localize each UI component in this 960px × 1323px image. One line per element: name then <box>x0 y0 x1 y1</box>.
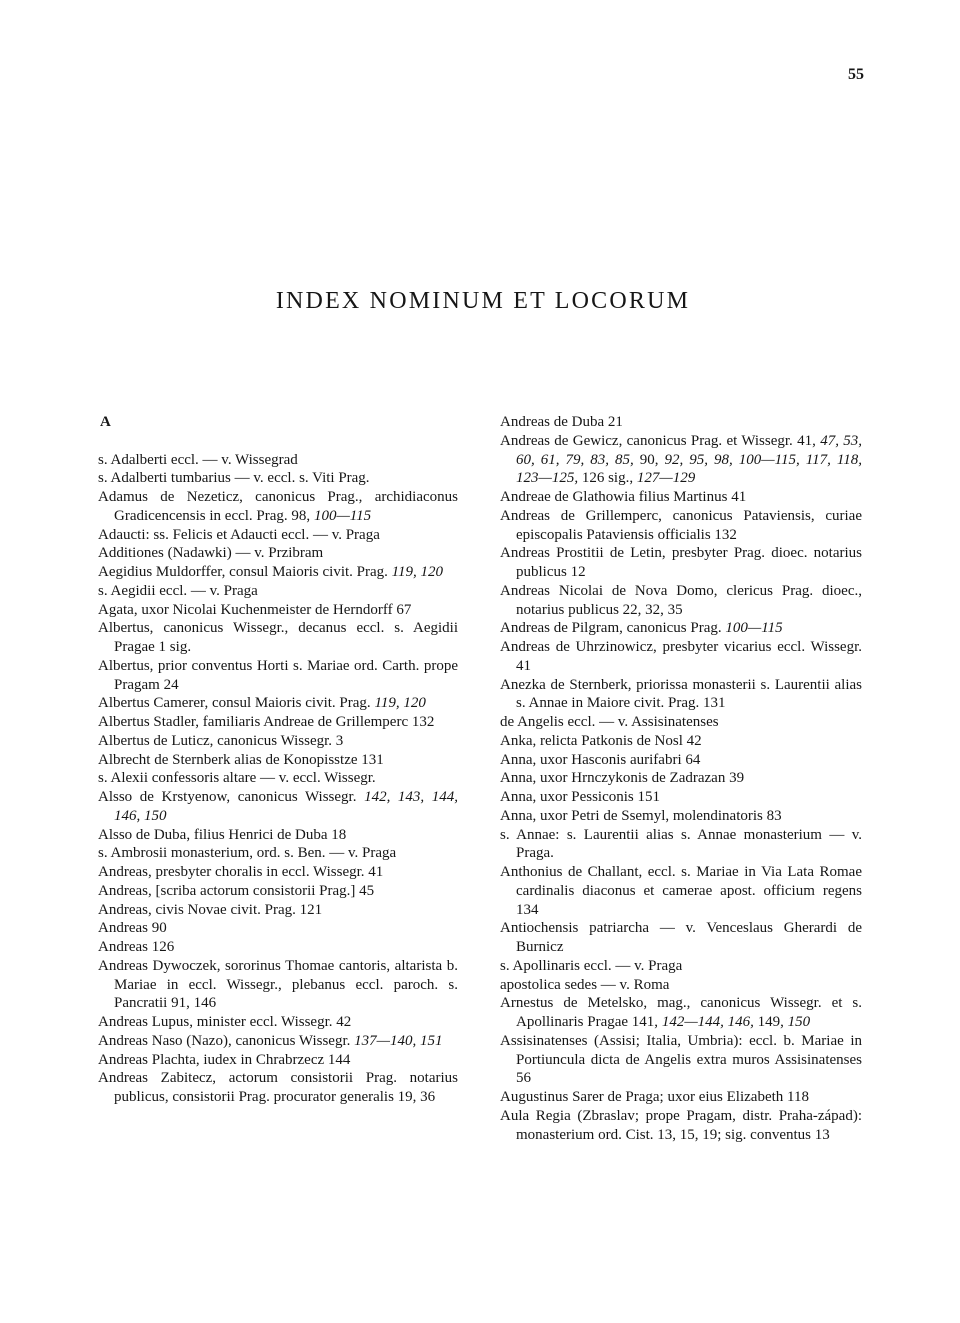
right-entry-list <box>500 413 862 1144</box>
index-entry: Albertus, prior conventus Horti s. Mariae ord. Carth. prope Pragam 24 <box>98 657 458 693</box>
index-entry: Anna, uxor Hasconis aurifabri 64 <box>500 751 701 768</box>
index-entry: s. Annae: s. Laurentii alias s. Annae monasterium — v. Praga. <box>500 826 862 862</box>
index-entry: Andreas de Grillemperc, canonicus Pataviensis, curiae episcopalis Pataviensis officialis 132 <box>500 507 862 543</box>
index-entry: Andreas 126 <box>98 939 175 955</box>
index-entry: Aegidius Muldorffer, consul Maioris civit. Prag. 119, 120 <box>98 564 444 580</box>
index-entry: Anezka de Sternberk, priorissa monasterii s. Laurentii alias s. Annae in Maiore civit. Prag. 131 <box>500 676 862 712</box>
index-entry: Albertus Stadler, familiaris Andreae de Grillemperc 132 <box>98 714 435 730</box>
index-entry: de Angelis eccl. — v. Assisinatenses <box>500 714 719 730</box>
index-entry: Andreas, [scriba actorum consistorii Prag.] 45 <box>98 882 375 899</box>
index-entry: Aula Regia (Zbraslav; prope Pragam, distr. Praha-západ): monasterium ord. Cist. 13, 15, 19; sig. conventus 13 <box>500 1107 862 1143</box>
index-entry: Anna, uxor Petri de Ssemyl, molendinatoris 83 <box>500 807 782 824</box>
index-entry: s. Adalberti eccl. — v. Wissegrad <box>98 451 298 468</box>
index-entry: apostolica sedes — v. Roma <box>500 976 670 993</box>
index-entry: Andreas 90 <box>98 920 167 937</box>
page-number: 55 <box>848 66 864 83</box>
index-entry: Albertus de Luticz, canonicus Wissegr. 3 <box>98 732 344 749</box>
index-entry: s. Aegidii eccl. — v. Praga <box>98 582 258 599</box>
index-entry: Anthonius de Challant, eccl. s. Mariae in Via Lata Romae cardinalis diaconus et camerae apost. officium regens 134 <box>500 864 862 918</box>
index-entry: Andreas de Gewicz, canonicus Prag. et Wissegr. 41, 47, 53, 60, 61, 79, 83, 85, 90, 92, 95, 98, 100—115, 117, 118, 123—125, 126 sig., 127—129 <box>500 432 862 487</box>
index-entry: Anna, uxor Hrnczykonis de Zadrazan 39 <box>500 770 745 787</box>
index-entry: Albertus Camerer, consul Maioris civit. Prag. 119, 120 <box>98 695 426 712</box>
left-entry-list <box>98 451 458 1107</box>
index-column-left <box>98 413 458 1107</box>
index-entry: Assisinatenses (Assisi; Italia, Umbria): eccl. b. Mariae in Portiuncula dicta de Angelis extra muros Assisinatenses 56 <box>500 1032 862 1087</box>
index-entry: Andreas Prostitii de Letin, presbyter Prag. dioec. notarius publicus 12 <box>500 545 862 580</box>
index-entry: Anka, relicta Patkonis de Nosl 42 <box>500 732 702 749</box>
index-entry: s. Adalberti tumbarius — v. eccl. s. Viti Prag. <box>98 470 370 487</box>
index-entry: Andreas Nicolai de Nova Domo, clericus Prag. dioec., notarius publicus 22, 32, 35 <box>500 582 862 618</box>
index-entry: Albertus, canonicus Wissegr., decanus eccl. s. Aegidii Pragae 1 sig. <box>98 620 458 655</box>
index-entry: Andreas, presbyter choralis in eccl. Wissegr. 41 <box>98 864 384 880</box>
index-entry: Augustinus Sarer de Praga; uxor eius Elizabeth 118 <box>500 1089 809 1105</box>
index-entry: Agata, uxor Nicolai Kuchenmeister de Herndorff 67 <box>98 601 412 618</box>
index-entry: Andreas, civis Novae civit. Prag. 121 <box>98 901 323 918</box>
index-entry: Additiones (Nadawki) — v. Przibram <box>98 545 324 562</box>
section-letter: A <box>100 414 111 430</box>
section-spacer <box>98 432 458 451</box>
index-column-right <box>500 413 862 1144</box>
index-entry: Albrecht de Sternberk alias de Konopisstze 131 <box>98 751 384 768</box>
index-entry: Alsso de Duba, filius Henrici de Duba 18 <box>98 826 347 843</box>
index-entry: Antiochensis patriarcha — v. Venceslaus Gherardi de Burnicz <box>500 920 862 955</box>
index-entry: Andreas Zabitecz, actorum consistorii Prag. notarius publicus, consistorii Prag. procurator generalis 19, 36 <box>98 1070 458 1105</box>
index-entry: Andreas de Duba 21 <box>500 414 623 430</box>
index-entry: Andreas Dywoczek, sororinus Thomae cantoris, altarista b. Mariae in eccl. Wissegr., plebanus eccl. paroch. s. Pancratii 91, 146 <box>98 957 458 1012</box>
index-entry: Andreas Plachta, iudex in Chrabrzecz 144 <box>98 1051 351 1068</box>
index-entry: Andreas Naso (Nazo), canonicus Wissegr. 137—140, 151 <box>98 1032 443 1049</box>
index-entry: s. Alexii confessoris altare — v. eccl. Wissegr. <box>98 770 376 787</box>
index-entry: Andreas de Pilgram, canonicus Prag. 100—115 <box>500 620 783 637</box>
index-entry: Andreae de Glathowia filius Martinus 41 <box>500 489 747 505</box>
index-entry: Adaucti: ss. Felicis et Adaucti eccl. — v. Praga <box>98 526 380 543</box>
index-entry: Alsso de Krstyenow, canonicus Wissegr. 142, 143, 144, 146, 150 <box>98 789 458 824</box>
index-title: INDEX NOMINUM ET LOCORUM <box>275 288 691 314</box>
index-entry: Anna, uxor Pessiconis 151 <box>500 789 660 805</box>
index-entry: Andreas Lupus, minister eccl. Wissegr. 42 <box>98 1014 352 1030</box>
index-entry: s. Apollinaris eccl. — v. Praga <box>500 957 683 974</box>
index-entry: Arnestus de Metelsko, mag., canonicus Wissegr. et s. Apollinaris Pragae 141, 142—144, 146, 149, 150 <box>500 995 862 1030</box>
index-entry: Adamus de Nezeticz, canonicus Prag., archidiaconus Gradicencensis in eccl. Prag. 98, 100—115 <box>98 489 458 524</box>
index-entry: Andreas de Uhrzinowicz, presbyter vicarius eccl. Wissegr. 41 <box>500 639 862 674</box>
index-entry: s. Ambrosii monasterium, ord. s. Ben. — v. Praga <box>98 845 397 862</box>
